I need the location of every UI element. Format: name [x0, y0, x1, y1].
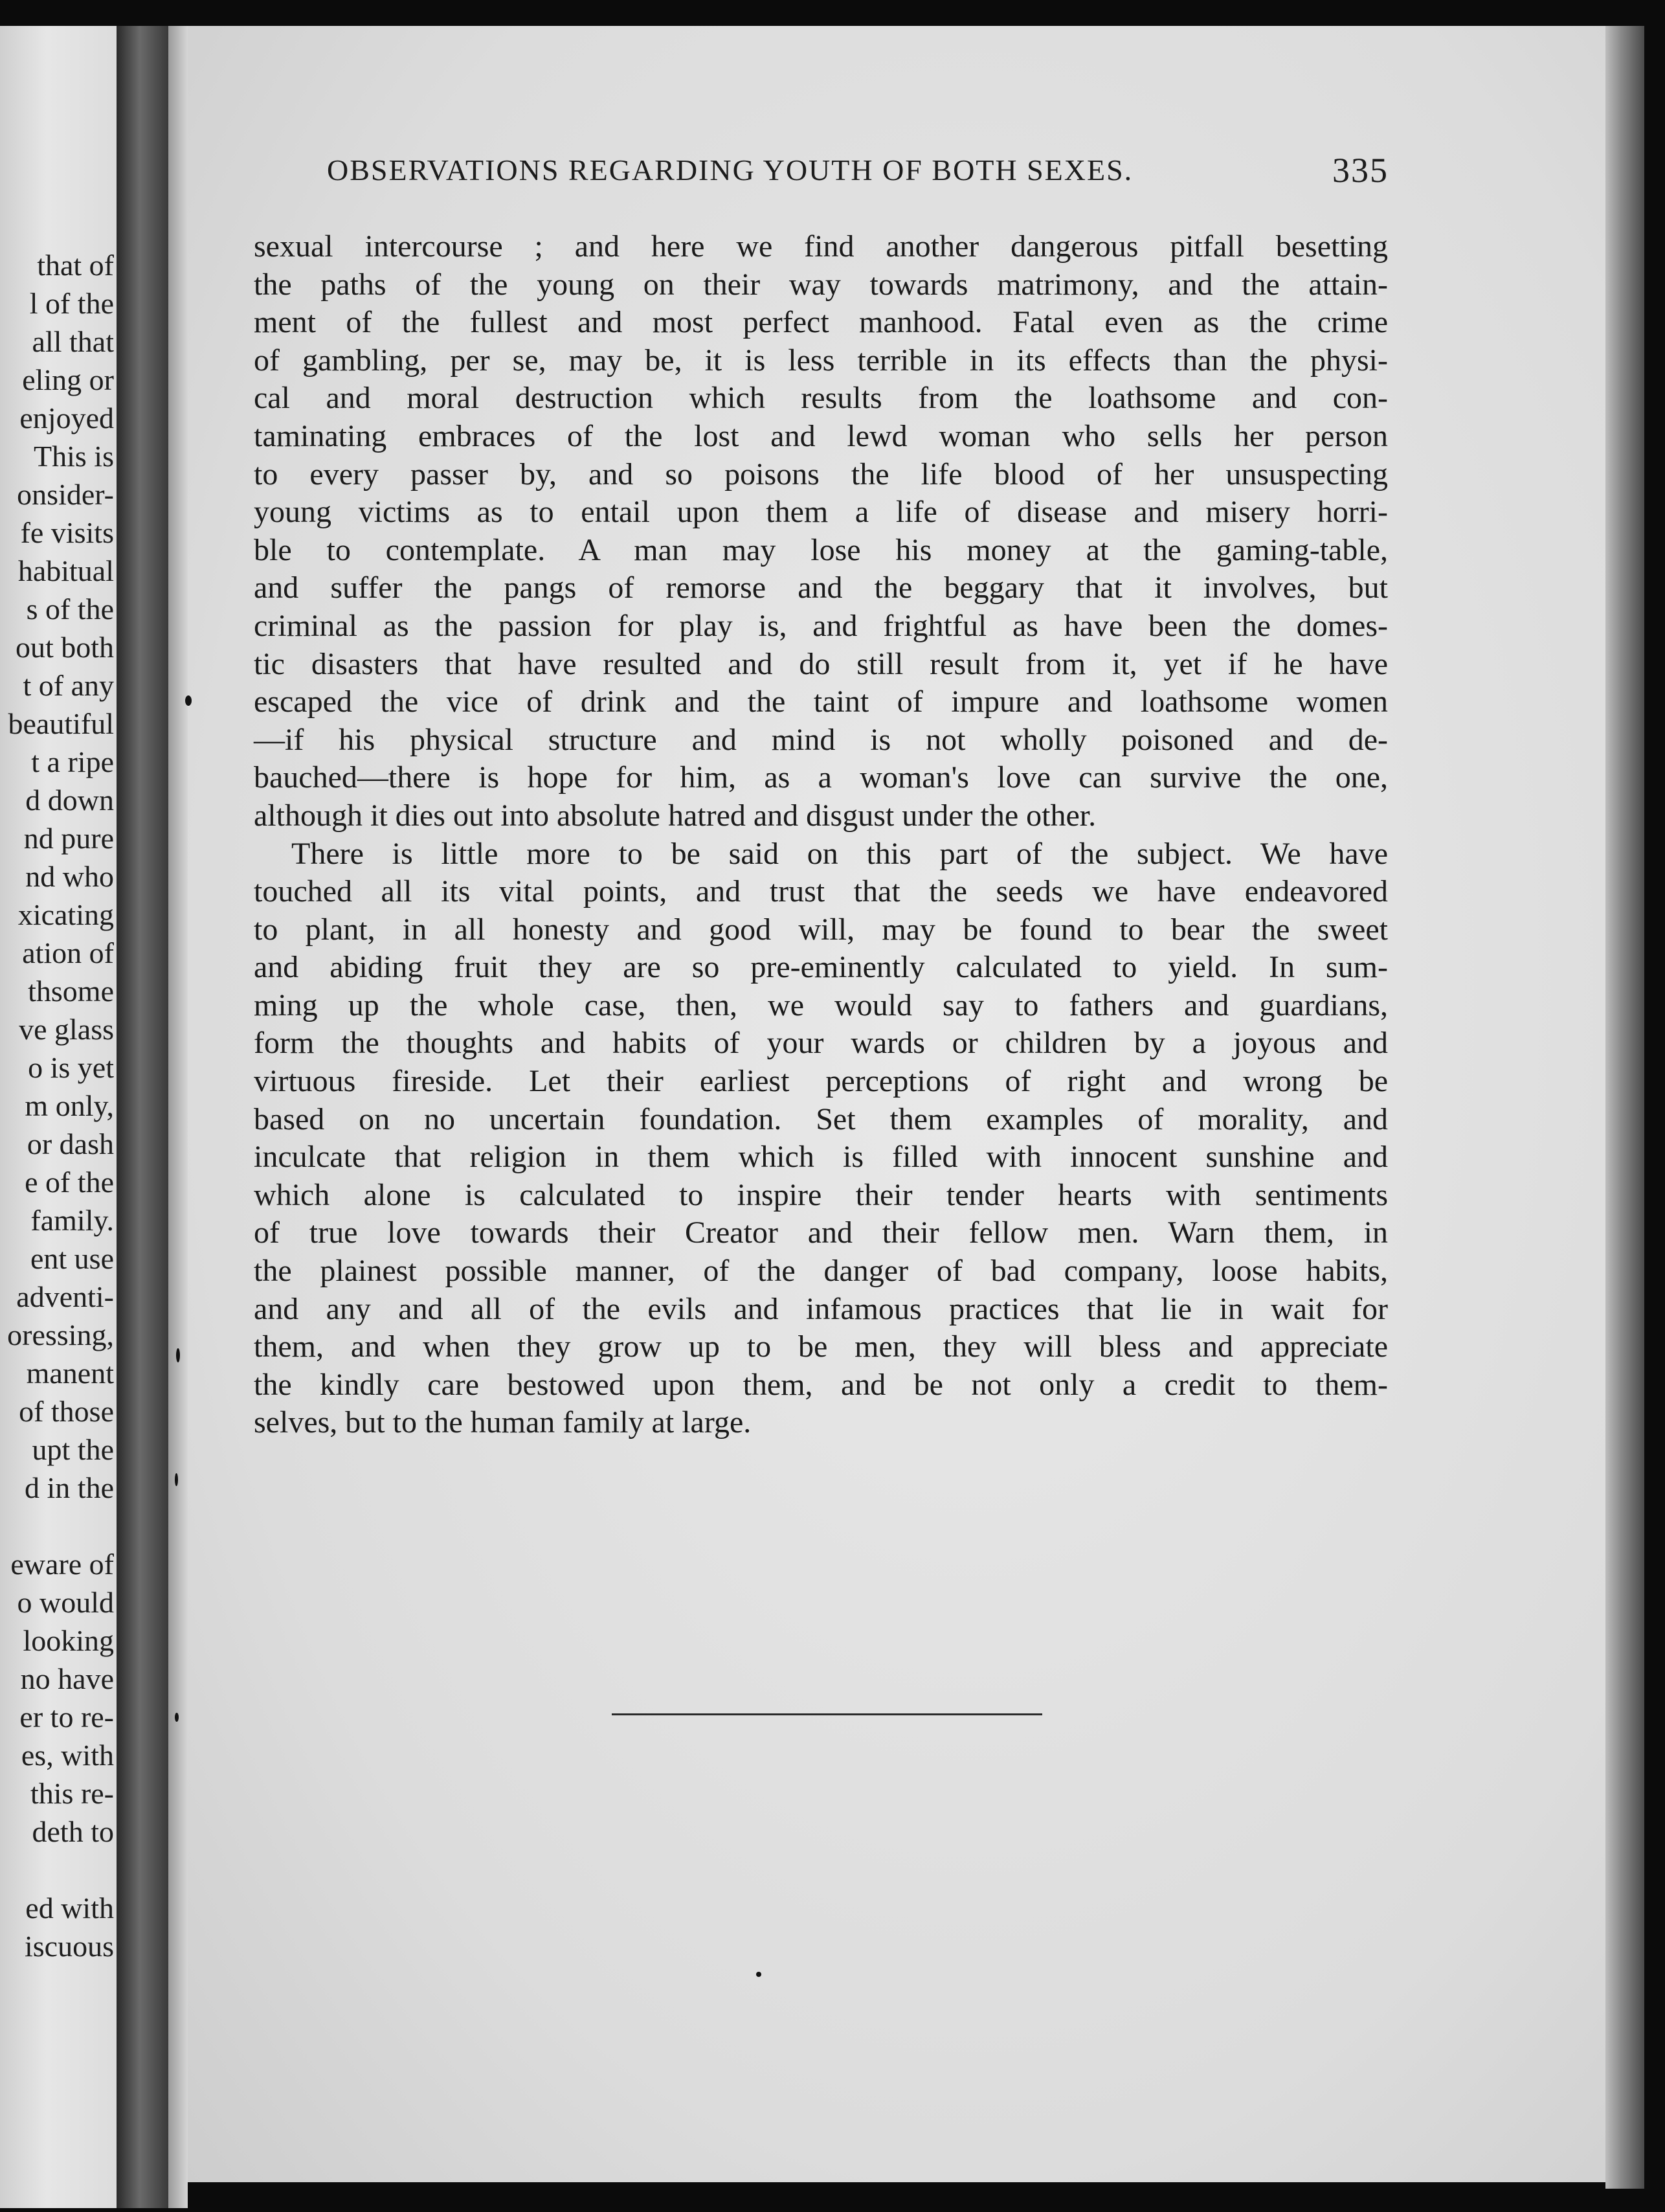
paragraph-1 — [254, 228, 1388, 835]
text-line: the kindly care bestowed upon them, and be not only a credit to them- — [254, 1367, 1388, 1402]
text-line: touched all its vital points, and trust that the seeds we have endeavored — [254, 874, 1388, 909]
facing-page-line: deth to — [32, 1815, 114, 1848]
facing-page-line: xicating — [17, 898, 114, 931]
text-line: —if his physical structure and mind is not wholly poisoned and de- — [254, 722, 1388, 757]
facing-page-line: This is — [34, 440, 114, 473]
text-line: which alone is calculated to inspire their tender hearts with sentiments — [254, 1177, 1388, 1212]
text-line: to every passer by, and so poisons the life blood of her unsuspecting — [254, 457, 1388, 491]
facing-page-line: looking — [23, 1624, 114, 1657]
page-number: 335 — [1332, 151, 1389, 190]
text-line: and any and all of the evils and infamous practices that lie in wait for — [254, 1291, 1388, 1326]
text-line: escaped the vice of drink and the taint of impure and loathsome women — [254, 684, 1388, 719]
text-line: although it dies out into absolute hatred and disgust under the other. — [254, 798, 1097, 833]
facing-page-line: fe visits — [20, 516, 114, 549]
text-line: inculcate that religion in them which is filled with innocent sunshine and — [254, 1140, 1388, 1175]
text-line: taminating embraces of the lost and lewd woman who sells her person — [254, 418, 1388, 453]
scan-speck — [175, 1473, 178, 1486]
facing-page-line: o would — [17, 1586, 114, 1619]
paragraph-2 — [254, 835, 1388, 1443]
text-line: the paths of the young on their way towards matrimony, and the attain- — [254, 267, 1388, 302]
text-line: form the thoughts and habits of your wards or children by a joyous and — [254, 1026, 1388, 1061]
facing-page-line: oressing, — [7, 1318, 114, 1351]
text-line: criminal as the passion for play is, and frightful as have been the domes- — [254, 608, 1388, 643]
facing-page-line: eware of — [10, 1548, 114, 1581]
text-line: based on no uncertain foundation. Set them examples of morality, and — [254, 1101, 1388, 1136]
facing-page-line: s of the — [26, 592, 114, 626]
running-title: OBSERVATIONS REGARDING YOUTH OF BOTH SEXES. — [327, 153, 1134, 186]
facing-page-line: or dash — [27, 1127, 114, 1160]
facing-page-line — [0, 1851, 117, 1889]
running-head — [327, 153, 1389, 198]
facing-page-line: adventi- — [16, 1280, 114, 1313]
facing-page-line: habitual — [17, 554, 114, 587]
facing-page-line: manent — [26, 1357, 114, 1390]
text-line: ble to contemplate. A man may lose his money at the gaming-table, — [254, 532, 1388, 567]
text-line: ment of the fullest and most perfect manhood. Fatal even as the crime — [254, 305, 1388, 340]
facing-page-line: no have — [20, 1662, 114, 1695]
text-line: There is little more to be said on this part of the subject. We have — [291, 836, 1388, 871]
text-line: sexual intercourse ; and here we find another dangerous pitfall besetting — [254, 229, 1388, 264]
facing-page-line: eling or — [22, 363, 114, 396]
text-line: tic disasters that have resulted and do still result from it, yet if he have — [254, 646, 1388, 681]
text-line: cal and moral destruction which results from the loathsome and con- — [254, 381, 1388, 416]
facing-page-line — [0, 1507, 117, 1545]
facing-page-line: of those — [19, 1395, 114, 1428]
text-line: and abiding fruit they are so pre-eminently calculated to yield. In sum- — [254, 950, 1388, 985]
scan-speck — [176, 1348, 180, 1362]
facing-page-line: l of the — [29, 287, 114, 320]
text-line: virtuous fireside. Let their earliest perceptions of right and wrong be — [254, 1064, 1388, 1099]
binding-gutter — [117, 26, 168, 2208]
text-line: the plainest possible manner, of the danger of bad company, loose habits, — [254, 1254, 1388, 1289]
facing-page-line: ve glass — [19, 1013, 114, 1046]
text-line: of true love towards their Creator and their fellow men. Warn them, in — [254, 1215, 1388, 1250]
facing-page-line: ent use — [30, 1242, 114, 1275]
facing-page-line: e of the — [25, 1166, 114, 1199]
tailpiece-rule — [612, 1713, 1042, 1715]
text-line: them, and when they grow up to be men, they will bless and appreciate — [254, 1329, 1388, 1364]
scan-speck — [756, 1972, 761, 1977]
facing-page-line: all that — [32, 325, 114, 358]
facing-page-line: d in the — [25, 1471, 114, 1504]
facing-page-line: nd who — [25, 860, 114, 893]
facing-page-line: this re- — [30, 1777, 114, 1810]
facing-page-line: nd pure — [23, 822, 114, 855]
facing-page-line: o is yet — [28, 1051, 114, 1084]
scan-speck — [185, 695, 192, 706]
facing-page-line: m only, — [25, 1089, 114, 1122]
text-line: young victims as to entail upon them a life of disease and misery horri- — [254, 495, 1388, 530]
body-text — [254, 228, 1388, 1442]
facing-page-line: thsome — [28, 975, 114, 1008]
facing-page-line: upt the — [32, 1433, 114, 1466]
facing-page-line: that of — [37, 249, 114, 282]
facing-page-line: es, with — [21, 1739, 114, 1772]
facing-page-line: d down — [25, 784, 114, 817]
facing-page-line: family. — [30, 1204, 114, 1237]
facing-page-line: t of any — [23, 669, 114, 702]
facing-page-line: er to re- — [19, 1700, 114, 1733]
facing-page-text — [0, 246, 117, 1965]
facing-page-fragment — [0, 26, 117, 2208]
text-line: selves, but to the human family at large. — [254, 1405, 752, 1440]
text-line: ming up the whole case, then, we would say to fathers and guardians, — [254, 988, 1388, 1022]
facing-page-line: out both — [15, 631, 114, 664]
facing-page-line: t a ripe — [31, 745, 114, 778]
facing-page-line: enjoyed — [19, 401, 114, 435]
facing-page-line: ation of — [22, 936, 114, 969]
page-edge-shadow — [1605, 26, 1644, 2189]
text-line: bauched—there is hope for him, as a woman's love can survive the one, — [254, 760, 1388, 795]
facing-page-line: onsider- — [17, 478, 114, 511]
text-line: of gambling, per se, may be, it is less terrible in its effects than the physi- — [254, 343, 1388, 378]
scan-speck — [175, 1713, 179, 1722]
facing-page-line: ed with — [25, 1891, 114, 1924]
text-line: and suffer the pangs of remorse and the beggary that it involves, but — [254, 570, 1388, 605]
binding-gutter-edge — [168, 26, 188, 2208]
text-line: to plant, in all honesty and good will, may be found to bear the sweet — [254, 912, 1388, 947]
facing-page-line: iscuous — [25, 1930, 114, 1963]
facing-page-line: beautiful — [8, 707, 114, 740]
